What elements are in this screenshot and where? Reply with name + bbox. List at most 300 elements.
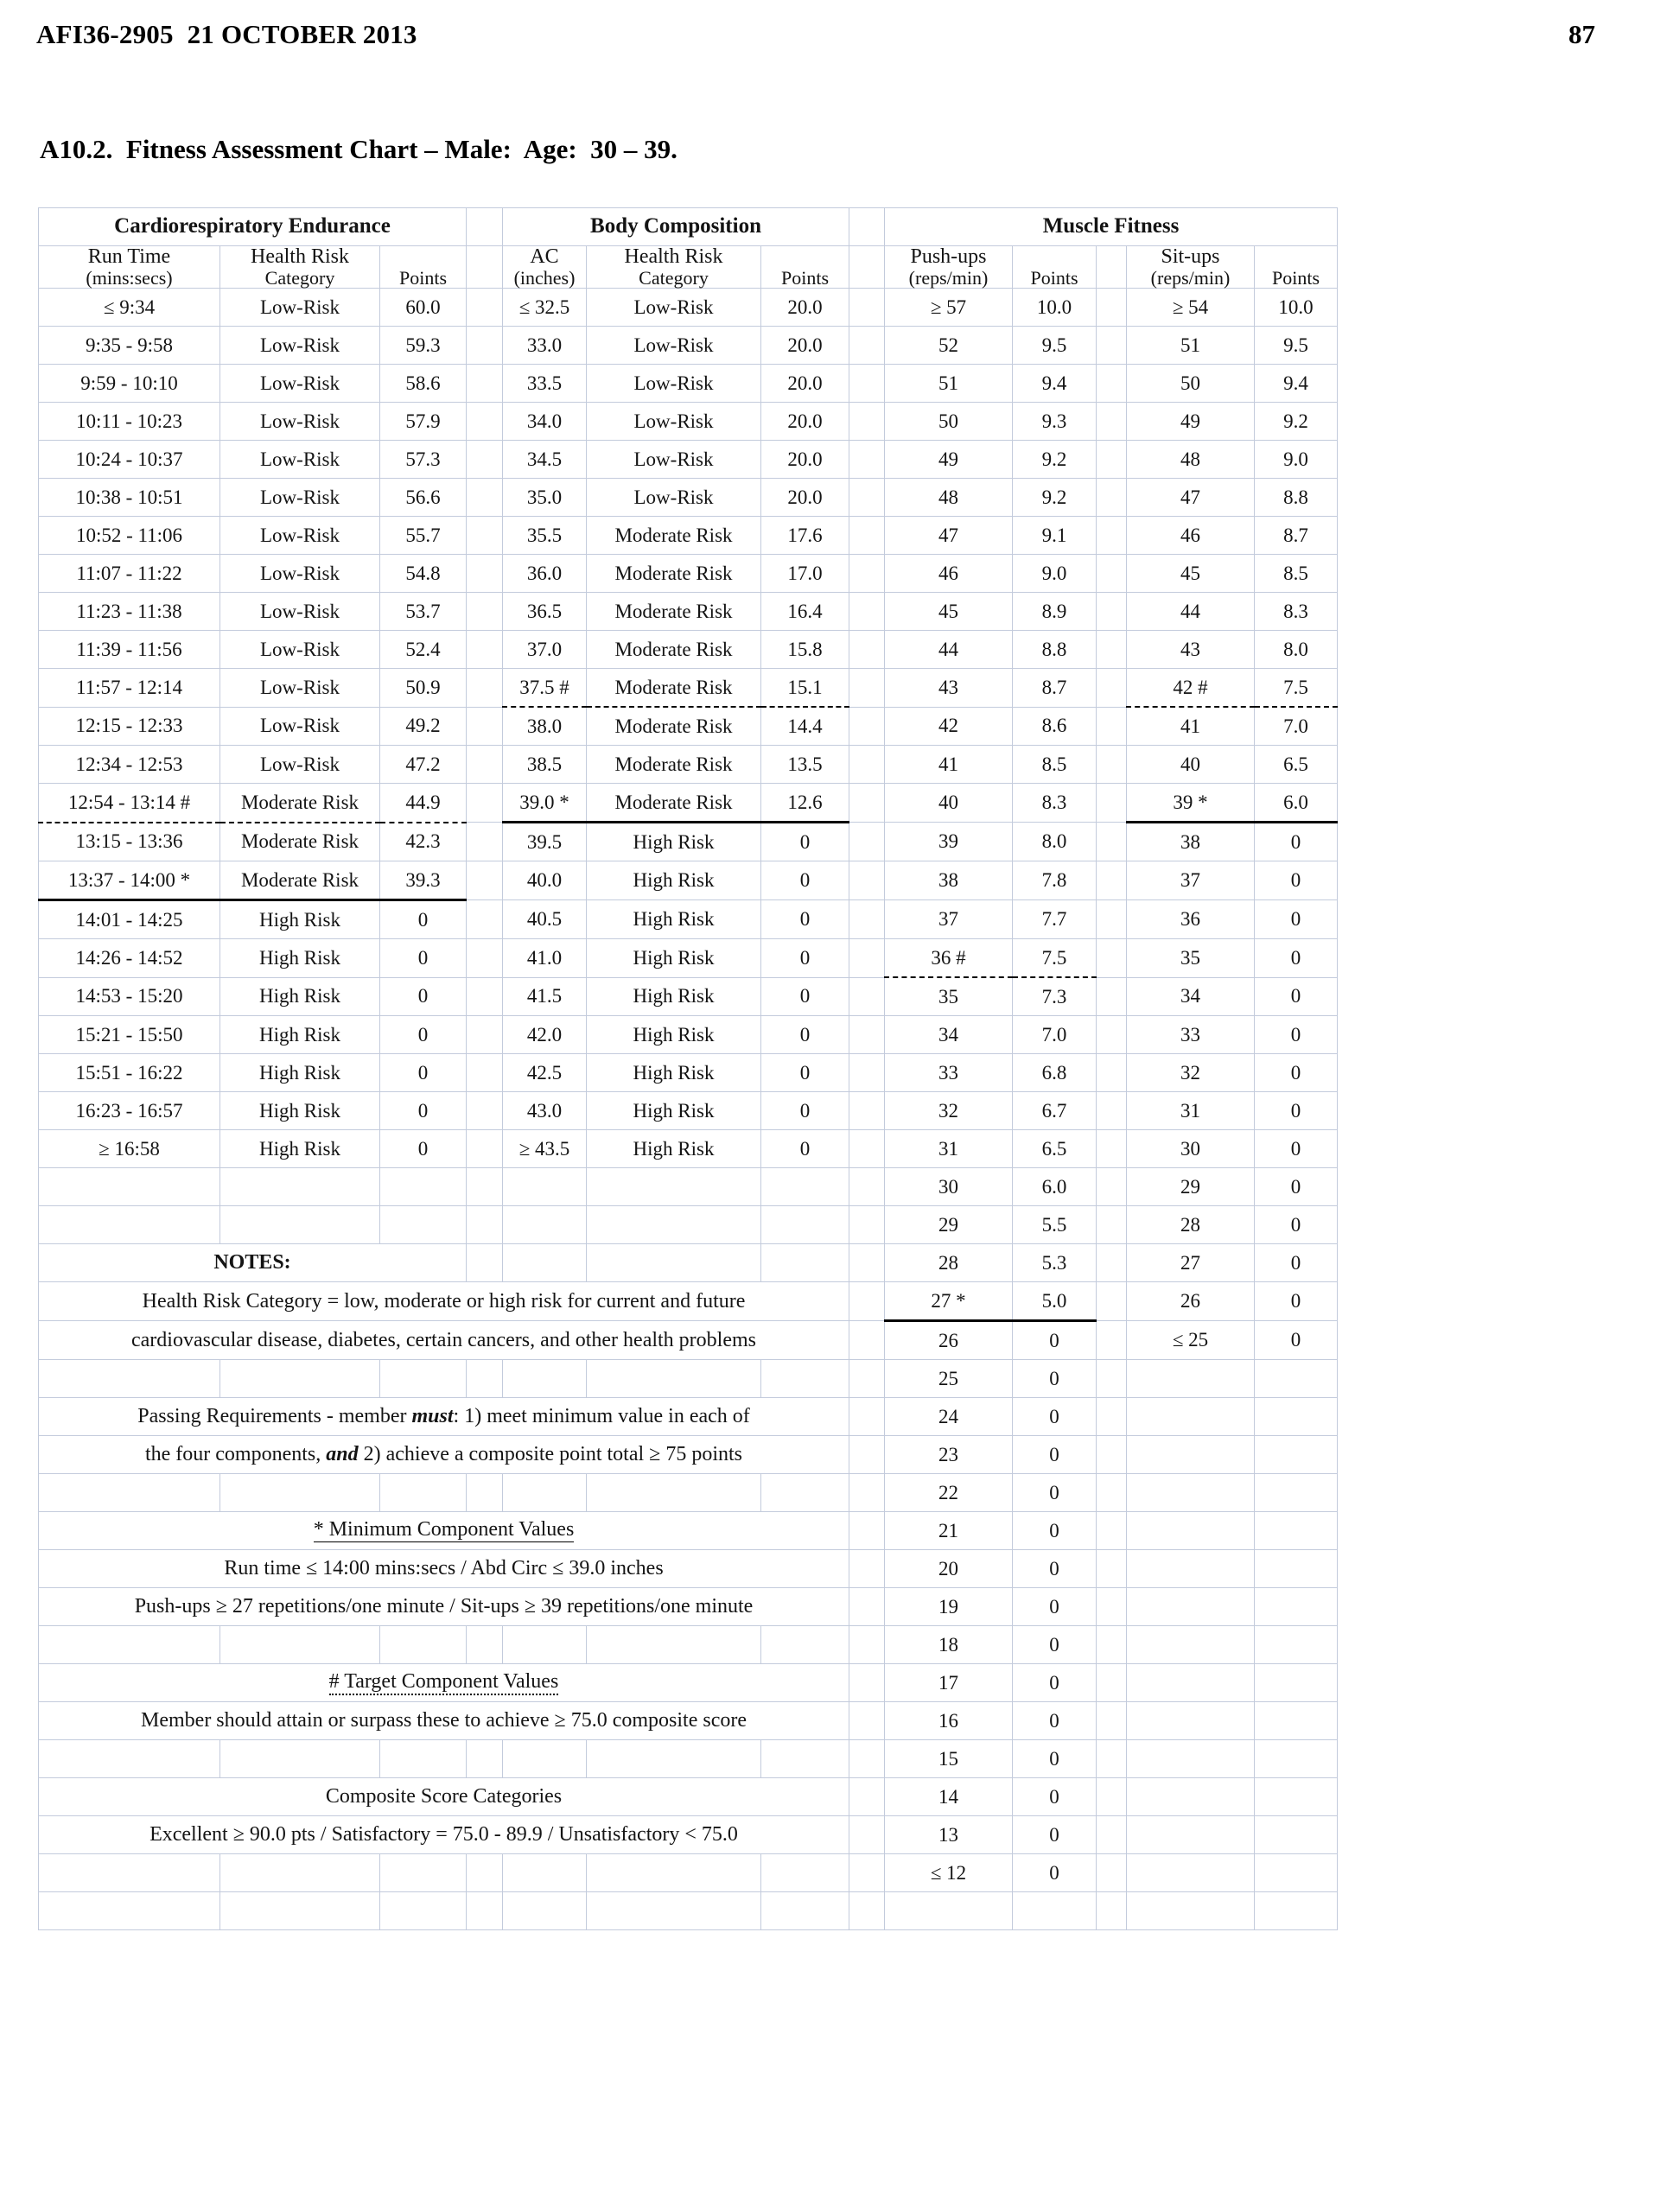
cell-pushups-points: 8.7 <box>1013 669 1097 708</box>
spacer-cell <box>1097 1321 1127 1360</box>
cell-ac-points: 0 <box>761 1016 849 1054</box>
cell-run-points: 55.7 <box>380 517 467 555</box>
cell-ac-category: High Risk <box>587 1130 761 1168</box>
cell-ac-points: 0 <box>761 1130 849 1168</box>
spacer-cell <box>1097 1512 1127 1550</box>
table-row <box>39 1168 1338 1206</box>
cell-run-points: 0 <box>380 977 467 1016</box>
table-row <box>39 289 1338 327</box>
spacer-cell <box>849 1740 885 1778</box>
cell-run-time: 14:53 - 15:20 <box>39 977 220 1016</box>
cell-run-category: Low-Risk <box>220 327 380 365</box>
cell-pushups-points: 0 <box>1013 1702 1097 1740</box>
empty-cell <box>503 1854 587 1892</box>
cell-situps: 44 <box>1127 593 1255 631</box>
cell-run-category: Low-Risk <box>220 517 380 555</box>
cell-situps: 39 * <box>1127 784 1255 823</box>
cell-situps: 38 <box>1127 823 1255 861</box>
table-row <box>39 1282 1338 1321</box>
cell-run-points: 0 <box>380 1130 467 1168</box>
cell-pushups-points: 0 <box>1013 1664 1097 1702</box>
empty-cell <box>39 1360 220 1398</box>
spacer-cell <box>849 1436 885 1474</box>
spacer-cell <box>1097 707 1127 746</box>
cell-run-points: 0 <box>380 939 467 978</box>
cell-run-time: 10:52 - 11:06 <box>39 517 220 555</box>
cell-pushups: 19 <box>885 1588 1013 1626</box>
spacer-cell <box>1097 327 1127 365</box>
spacer-cell <box>467 441 503 479</box>
empty-cell <box>1255 1360 1338 1398</box>
cell-ac-category: High Risk <box>587 1092 761 1130</box>
empty-cell <box>1127 1626 1255 1664</box>
table-row <box>39 1892 1338 1930</box>
spacer-cell <box>467 208 503 246</box>
cell-ac-points: 0 <box>761 939 849 978</box>
cell-run-points: 50.9 <box>380 669 467 708</box>
spacer-cell <box>467 861 503 900</box>
empty-cell <box>587 1206 761 1244</box>
group-header-row <box>39 208 1338 246</box>
spacer-cell <box>467 1016 503 1054</box>
fitness-assessment-chart <box>38 207 1338 1930</box>
table-row <box>39 1740 1338 1778</box>
cell-run-points: 53.7 <box>380 593 467 631</box>
note-minimum-values-line2: Push-ups ≥ 27 repetitions/one minute / Sit-ups ≥ 39 repetitions/one minute <box>39 1588 849 1626</box>
cell-run-points: 0 <box>380 1092 467 1130</box>
cell-ac-category: High Risk <box>587 1016 761 1054</box>
spacer-cell <box>849 1854 885 1892</box>
spacer-cell <box>1097 1168 1127 1206</box>
spacer-cell <box>849 1702 885 1740</box>
empty-cell <box>587 1626 761 1664</box>
cell-situps: 30 <box>1127 1130 1255 1168</box>
empty-cell <box>1013 1892 1097 1930</box>
spacer-cell <box>467 900 503 939</box>
spacer-cell <box>467 593 503 631</box>
cell-situps-points: 0 <box>1255 1168 1338 1206</box>
cell-pushups-points: 0 <box>1013 1512 1097 1550</box>
cell-pushups: 52 <box>885 327 1013 365</box>
cell-situps-points: 8.7 <box>1255 517 1338 555</box>
table-row <box>39 1474 1338 1512</box>
empty-cell <box>39 1626 220 1664</box>
spacer-cell <box>849 403 885 441</box>
cell-situps: 51 <box>1127 327 1255 365</box>
spacer-cell <box>849 365 885 403</box>
spacer-cell <box>1097 977 1127 1016</box>
empty-cell <box>761 1854 849 1892</box>
spacer-cell <box>1097 631 1127 669</box>
empty-cell <box>1255 1740 1338 1778</box>
cell-pushups-points: 5.5 <box>1013 1206 1097 1244</box>
empty-cell <box>1255 1778 1338 1816</box>
cell-situps-points: 0 <box>1255 861 1338 900</box>
cell-situps-points: 0 <box>1255 1054 1338 1092</box>
cell-pushups-points: 8.5 <box>1013 746 1097 784</box>
spacer-cell <box>467 1360 503 1398</box>
cell-situps: 36 <box>1127 900 1255 939</box>
spacer-cell <box>467 289 503 327</box>
empty-cell <box>761 1626 849 1664</box>
cell-run-category: Low-Risk <box>220 669 380 708</box>
spacer-cell <box>1097 1436 1127 1474</box>
spacer-cell <box>849 1130 885 1168</box>
cell-situps: 43 <box>1127 631 1255 669</box>
empty-cell <box>39 1168 220 1206</box>
cell-pushups: 29 <box>885 1206 1013 1244</box>
cell-run-category: Low-Risk <box>220 707 380 746</box>
spacer-cell <box>467 1130 503 1168</box>
empty-cell <box>380 1206 467 1244</box>
cell-pushups-points: 9.1 <box>1013 517 1097 555</box>
cell-ac-points: 0 <box>761 977 849 1016</box>
cell-ac-points: 0 <box>761 861 849 900</box>
cell-pushups-points: 0 <box>1013 1398 1097 1436</box>
empty-cell <box>39 1206 220 1244</box>
cell-run-time: 10:11 - 10:23 <box>39 403 220 441</box>
cell-pushups: 39 <box>885 823 1013 861</box>
spacer-cell <box>467 365 503 403</box>
empty-cell <box>1127 1474 1255 1512</box>
table-row <box>39 1206 1338 1244</box>
cell-run-category: Low-Risk <box>220 593 380 631</box>
cell-run-time: ≤ 9:34 <box>39 289 220 327</box>
column-header-ac: AC (inches) <box>503 246 587 289</box>
table-row <box>39 1130 1338 1168</box>
spacer-cell <box>849 1588 885 1626</box>
cell-pushups-points: 0 <box>1013 1588 1097 1626</box>
empty-cell <box>1255 1550 1338 1588</box>
empty-cell <box>503 1474 587 1512</box>
cell-ac-category: Low-Risk <box>587 403 761 441</box>
empty-cell <box>1127 1854 1255 1892</box>
empty-cell <box>220 1892 380 1930</box>
empty-cell <box>761 1360 849 1398</box>
fitness-table <box>38 207 1338 1930</box>
section-title: A10.2. Fitness Assessment Chart – Male: Age: 30 – 39. <box>40 134 677 164</box>
cell-situps-points: 0 <box>1255 1321 1338 1360</box>
cell-ac-points: 0 <box>761 900 849 939</box>
cell-pushups: 27 * <box>885 1282 1013 1321</box>
cell-situps-points: 9.2 <box>1255 403 1338 441</box>
spacer-cell <box>1097 1778 1127 1816</box>
cell-ac-points: 20.0 <box>761 479 849 517</box>
table-row <box>39 403 1338 441</box>
cell-pushups: 37 <box>885 900 1013 939</box>
cell-pushups-points: 0 <box>1013 1550 1097 1588</box>
empty-cell <box>1255 1588 1338 1626</box>
spacer-cell <box>849 1626 885 1664</box>
spacer-cell <box>1097 746 1127 784</box>
spacer-cell <box>467 1168 503 1206</box>
spacer-cell <box>1097 1550 1127 1588</box>
cell-situps-points: 6.5 <box>1255 746 1338 784</box>
empty-cell <box>220 1474 380 1512</box>
cell-ac: 34.5 <box>503 441 587 479</box>
empty-cell <box>1127 1360 1255 1398</box>
cell-pushups: ≤ 12 <box>885 1854 1013 1892</box>
cell-pushups: 20 <box>885 1550 1013 1588</box>
cell-situps-points: 0 <box>1255 939 1338 978</box>
spacer-cell <box>849 1816 885 1854</box>
spacer-cell <box>849 246 885 289</box>
cell-situps: 29 <box>1127 1168 1255 1206</box>
empty-cell <box>503 1206 587 1244</box>
cell-situps-points: 0 <box>1255 1092 1338 1130</box>
empty-cell <box>220 1854 380 1892</box>
cell-pushups: 17 <box>885 1664 1013 1702</box>
table-row <box>39 1664 1338 1702</box>
cell-ac-points: 0 <box>761 1054 849 1092</box>
cell-situps-points: 8.0 <box>1255 631 1338 669</box>
spacer-cell <box>467 746 503 784</box>
table-row <box>39 555 1338 593</box>
cell-ac-category: Moderate Risk <box>587 746 761 784</box>
column-header-run-points: Points <box>380 246 467 289</box>
empty-cell <box>761 1244 849 1282</box>
cell-pushups-points: 9.3 <box>1013 403 1097 441</box>
cell-ac-category: Moderate Risk <box>587 593 761 631</box>
cell-situps-points: 0 <box>1255 823 1338 861</box>
cell-pushups-points: 5.3 <box>1013 1244 1097 1282</box>
cell-run-category: Low-Risk <box>220 365 380 403</box>
cell-situps-points: 0 <box>1255 977 1338 1016</box>
cell-pushups: 46 <box>885 555 1013 593</box>
spacer-cell <box>1097 1664 1127 1702</box>
spacer-cell <box>1097 1054 1127 1092</box>
spacer-cell <box>849 1398 885 1436</box>
spacer-cell <box>849 1550 885 1588</box>
spacer-cell <box>467 517 503 555</box>
cell-pushups-points: 7.8 <box>1013 861 1097 900</box>
column-header-ac-category: Health Risk Category <box>587 246 761 289</box>
empty-cell <box>39 1740 220 1778</box>
cell-pushups-points: 5.0 <box>1013 1282 1097 1321</box>
cell-pushups: 44 <box>885 631 1013 669</box>
spacer-cell <box>1097 1282 1127 1321</box>
cell-run-time: 11:57 - 12:14 <box>39 669 220 708</box>
cell-pushups: 25 <box>885 1360 1013 1398</box>
spacer-cell <box>1097 1854 1127 1892</box>
cell-pushups: 50 <box>885 403 1013 441</box>
empty-cell <box>1127 1398 1255 1436</box>
cell-ac-category: Low-Risk <box>587 289 761 327</box>
table-row <box>39 631 1338 669</box>
cell-run-time: 15:21 - 15:50 <box>39 1016 220 1054</box>
empty-cell <box>1127 1740 1255 1778</box>
cell-run-time: 13:37 - 14:00 * <box>39 861 220 900</box>
spacer-cell <box>1097 1360 1127 1398</box>
cell-pushups-points: 8.9 <box>1013 593 1097 631</box>
cell-situps: 31 <box>1127 1092 1255 1130</box>
cell-pushups-points: 7.0 <box>1013 1016 1097 1054</box>
table-row <box>39 1398 1338 1436</box>
cell-ac: 34.0 <box>503 403 587 441</box>
spacer-cell <box>1097 403 1127 441</box>
cell-run-category: Low-Risk <box>220 441 380 479</box>
cell-pushups: 18 <box>885 1626 1013 1664</box>
spacer-cell <box>849 977 885 1016</box>
cell-pushups: 26 <box>885 1321 1013 1360</box>
cell-ac: 42.5 <box>503 1054 587 1092</box>
empty-cell <box>380 1626 467 1664</box>
empty-cell <box>220 1206 380 1244</box>
spacer-cell <box>1097 479 1127 517</box>
table-row <box>39 441 1338 479</box>
empty-cell <box>587 1168 761 1206</box>
spacer-cell <box>467 403 503 441</box>
cell-situps-points: 8.5 <box>1255 555 1338 593</box>
cell-situps: 34 <box>1127 977 1255 1016</box>
cell-ac-category: Low-Risk <box>587 441 761 479</box>
cell-situps-points: 0 <box>1255 1244 1338 1282</box>
spacer-cell <box>849 1512 885 1550</box>
cell-pushups: 28 <box>885 1244 1013 1282</box>
empty-cell <box>503 1244 587 1282</box>
empty-cell <box>220 1360 380 1398</box>
table-row <box>39 977 1338 1016</box>
spacer-cell <box>849 1016 885 1054</box>
cell-run-points: 52.4 <box>380 631 467 669</box>
cell-pushups: 42 <box>885 707 1013 746</box>
empty-cell <box>380 1474 467 1512</box>
empty-cell <box>587 1892 761 1930</box>
cell-run-category: High Risk <box>220 1054 380 1092</box>
note-passing-line1: Passing Requirements - member must: 1) meet minimum value in each of <box>39 1398 849 1436</box>
cell-run-points: 59.3 <box>380 327 467 365</box>
cell-situps: 50 <box>1127 365 1255 403</box>
cell-run-points: 56.6 <box>380 479 467 517</box>
cell-run-category: High Risk <box>220 1130 380 1168</box>
group-header-cardio: Cardiorespiratory Endurance <box>39 208 467 246</box>
cell-pushups-points: 0 <box>1013 1778 1097 1816</box>
cell-pushups: 35 <box>885 977 1013 1016</box>
column-header-row <box>39 246 1338 289</box>
table-row <box>39 327 1338 365</box>
empty-cell <box>761 1892 849 1930</box>
spacer-cell <box>467 823 503 861</box>
note-composite-line1: Excellent ≥ 90.0 pts / Satisfactory = 75.0 - 89.9 / Unsatisfactory < 75.0 <box>39 1816 849 1854</box>
cell-pushups-points: 0 <box>1013 1474 1097 1512</box>
table-row <box>39 365 1338 403</box>
cell-ac-points: 15.1 <box>761 669 849 708</box>
cell-situps-points: 7.0 <box>1255 707 1338 746</box>
cell-pushups-points: 0 <box>1013 1321 1097 1360</box>
cell-ac-points: 17.0 <box>761 555 849 593</box>
column-header-situps-points: Points <box>1255 246 1338 289</box>
spacer-cell <box>849 1892 885 1930</box>
empty-cell <box>1255 1854 1338 1892</box>
cell-ac-category: Low-Risk <box>587 479 761 517</box>
cell-pushups-points: 9.2 <box>1013 479 1097 517</box>
spacer-cell <box>467 631 503 669</box>
cell-ac-category: Moderate Risk <box>587 631 761 669</box>
cell-run-category: Moderate Risk <box>220 784 380 823</box>
note-target-values-line1: Member should attain or surpass these to achieve ≥ 75.0 composite score <box>39 1702 849 1740</box>
empty-cell <box>587 1474 761 1512</box>
table-row <box>39 1816 1338 1854</box>
cell-ac-category: Low-Risk <box>587 365 761 403</box>
spacer-cell <box>1097 1130 1127 1168</box>
cell-situps: 48 <box>1127 441 1255 479</box>
table-row <box>39 1512 1338 1550</box>
cell-situps: ≤ 25 <box>1127 1321 1255 1360</box>
empty-cell <box>1255 1398 1338 1436</box>
cell-ac-points: 0 <box>761 1092 849 1130</box>
spacer-cell <box>849 1664 885 1702</box>
spacer-cell <box>1097 593 1127 631</box>
cell-run-time: 11:07 - 11:22 <box>39 555 220 593</box>
cell-run-category: Low-Risk <box>220 555 380 593</box>
cell-pushups-points: 0 <box>1013 1854 1097 1892</box>
spacer-cell <box>849 1321 885 1360</box>
empty-cell <box>587 1740 761 1778</box>
cell-ac-category: High Risk <box>587 823 761 861</box>
spacer-cell <box>1097 1626 1127 1664</box>
cell-run-category: High Risk <box>220 939 380 978</box>
cell-pushups-points: 0 <box>1013 1436 1097 1474</box>
cell-ac-points: 14.4 <box>761 707 849 746</box>
empty-cell <box>39 1892 220 1930</box>
cell-pushups-points: 9.5 <box>1013 327 1097 365</box>
empty-cell <box>220 1740 380 1778</box>
page-number: 87 <box>1568 19 1595 49</box>
spacer-cell <box>467 1626 503 1664</box>
table-row <box>39 1092 1338 1130</box>
spacer-cell <box>849 1360 885 1398</box>
empty-cell <box>1127 1778 1255 1816</box>
cell-situps-points: 9.4 <box>1255 365 1338 403</box>
cell-ac: 36.5 <box>503 593 587 631</box>
cell-run-points: 39.3 <box>380 861 467 900</box>
spacer-cell <box>849 900 885 939</box>
spacer-cell <box>849 1474 885 1512</box>
spacer-cell <box>1097 555 1127 593</box>
spacer-cell <box>849 327 885 365</box>
empty-cell <box>761 1740 849 1778</box>
cell-pushups-points: 8.3 <box>1013 784 1097 823</box>
spacer-cell <box>467 1740 503 1778</box>
empty-cell <box>1255 1892 1338 1930</box>
spacer-cell <box>1097 939 1127 978</box>
spacer-cell <box>849 707 885 746</box>
table-row <box>39 669 1338 708</box>
empty-cell <box>1255 1702 1338 1740</box>
spacer-cell <box>1097 517 1127 555</box>
cell-ac-points: 15.8 <box>761 631 849 669</box>
spacer-cell <box>849 823 885 861</box>
table-row <box>39 900 1338 939</box>
cell-pushups: 48 <box>885 479 1013 517</box>
cell-pushups: 30 <box>885 1168 1013 1206</box>
spacer-cell <box>849 593 885 631</box>
cell-ac-category: High Risk <box>587 861 761 900</box>
spacer-cell <box>849 784 885 823</box>
cell-run-time: 9:35 - 9:58 <box>39 327 220 365</box>
spacer-cell <box>1097 1206 1127 1244</box>
cell-ac-category: Low-Risk <box>587 327 761 365</box>
empty-cell <box>1127 1816 1255 1854</box>
cell-pushups-points: 8.8 <box>1013 631 1097 669</box>
cell-pushups-points: 9.0 <box>1013 555 1097 593</box>
cell-pushups: 49 <box>885 441 1013 479</box>
cell-pushups: 47 <box>885 517 1013 555</box>
spacer-cell <box>1097 861 1127 900</box>
cell-ac: 40.5 <box>503 900 587 939</box>
column-header-run-category: Health Risk Category <box>220 246 380 289</box>
table-row <box>39 1626 1338 1664</box>
